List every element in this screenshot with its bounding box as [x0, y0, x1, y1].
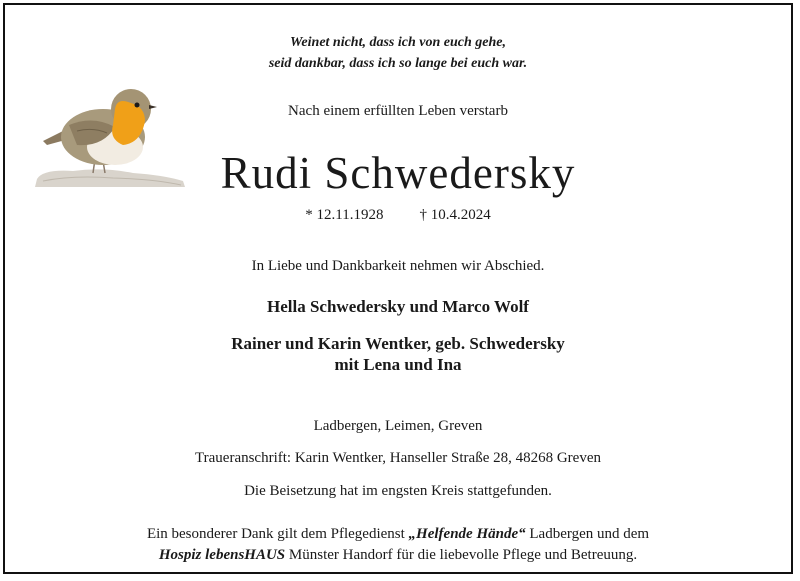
family-line-2	[5, 334, 791, 354]
family-line-1: Hella Schwedersky und Marco Wolf	[267, 297, 529, 316]
death-date: † 10.4.2024	[419, 207, 491, 223]
family-names: Rainer und Karin Wentker,	[231, 334, 432, 353]
address-text: Traueranschrift: Karin Wentker, Hanseller Straße 28, 48268 Greven	[195, 450, 601, 466]
places-text: Ladbergen, Leimen, Greven	[313, 418, 483, 434]
family-line-3: mit Lena und Ina	[334, 355, 462, 374]
poem-line-1: Weinet nicht, dass ich von euch gehe,	[290, 35, 506, 50]
farewell-text: In Liebe und Dankbarkeit nehmen wir Abschied.	[251, 258, 545, 274]
thanks-org-1: „Helfende Hände“	[408, 526, 526, 542]
birth-date: * 12.11.1928	[305, 207, 384, 223]
obituary-notice	[3, 3, 793, 574]
life-dates	[5, 207, 791, 224]
deceased-name: Rudi Schwedersky	[220, 148, 576, 198]
burial-text: Die Beisetzung hat im engsten Kreis stattgefunden.	[244, 483, 552, 499]
thanks-part-3: Münster Handorf für die liebevolle Pflege und Betreuung.	[285, 547, 638, 563]
maiden-name: geb. Schwedersky	[435, 334, 565, 353]
thanks-line-1	[5, 526, 791, 543]
poem-line-2: seid dankbar, dass ich so lange bei euch war.	[268, 56, 528, 71]
intro-text: Nach einem erfüllten Leben verstarb	[288, 103, 508, 119]
thanks-org-2: Hospiz lebensHAUS	[158, 547, 286, 563]
thanks-part-2: Ladbergen und dem	[525, 526, 650, 542]
thanks-part-1: Ein besonderer Dank gilt dem Pflegedienst	[146, 526, 409, 542]
thanks-line-2	[5, 547, 791, 564]
